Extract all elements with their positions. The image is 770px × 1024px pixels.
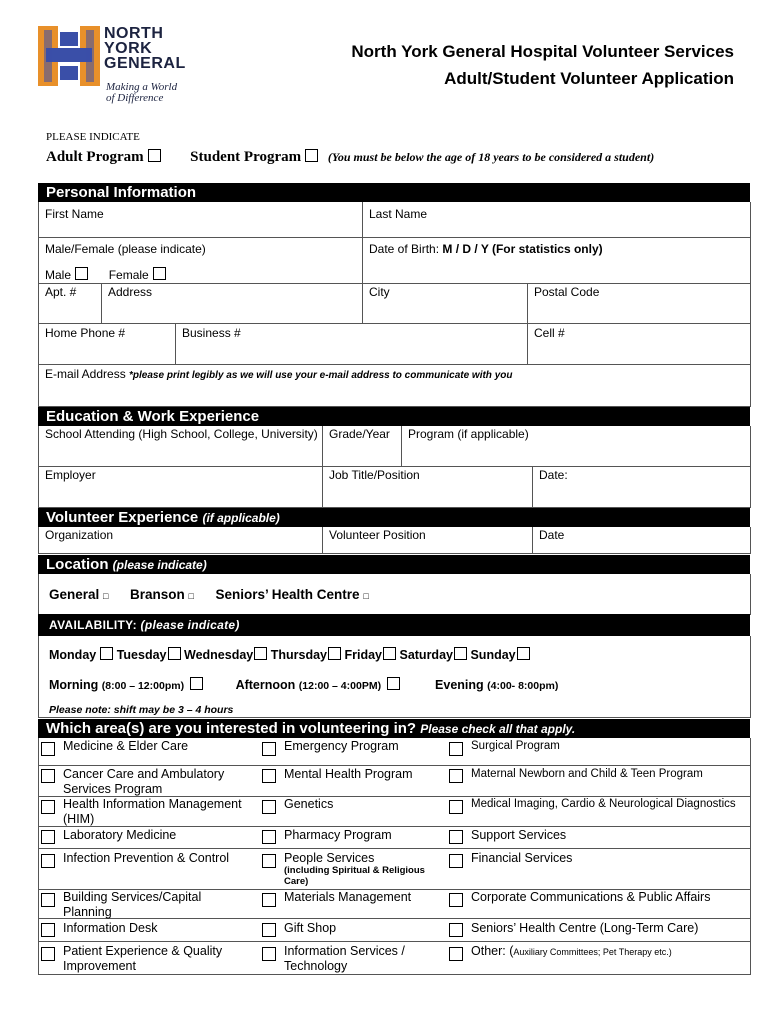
area-checkbox[interactable] <box>41 800 55 814</box>
logo-line-york: YORK <box>104 40 153 57</box>
hospital-logo <box>38 24 188 114</box>
morning-checkbox[interactable] <box>190 677 203 690</box>
gender-options <box>45 267 166 282</box>
areas-heading: Which area(s) are you interested in volunteering in? Please check all that apply. <box>38 719 750 738</box>
area-checkbox[interactable] <box>41 893 55 907</box>
seniors-health-checkbox[interactable]: □ <box>363 591 369 601</box>
monday-checkbox[interactable] <box>100 647 113 660</box>
school-field[interactable]: School Attending (High School, College, University) <box>45 427 318 441</box>
job-title-field[interactable]: Job Title/Position <box>329 468 420 482</box>
personal-info-heading: Personal Information <box>38 183 750 202</box>
form-title <box>351 38 734 92</box>
area-surgical: Surgical Program <box>471 740 560 752</box>
female-label: Female <box>108 268 149 282</box>
gender-label: Male/Female (please indicate) <box>45 242 206 256</box>
area-checkbox[interactable] <box>262 742 276 756</box>
day-monday: Monday <box>49 648 97 662</box>
home-phone-field[interactable]: Home Phone # <box>45 326 126 340</box>
availability-heading: AVAILABILITY: (please indicate) <box>38 614 750 636</box>
afternoon-time: (12:00 – 4:00PM) <box>298 680 382 692</box>
area-infection-prevention: Infection Prevention & Control <box>63 851 230 865</box>
program-field[interactable]: Program (if applicable) <box>408 427 529 441</box>
male-checkbox[interactable] <box>75 267 88 280</box>
area-him: Health Information Management (HIM) <box>63 797 242 826</box>
city-field[interactable]: City <box>369 285 390 299</box>
day-saturday: Saturday <box>399 648 453 662</box>
student-program-label: Student Program <box>190 149 302 165</box>
logo-h-icon <box>38 26 100 86</box>
area-checkbox[interactable] <box>449 800 463 814</box>
title-line-2: Adult/Student Volunteer Application <box>444 69 734 88</box>
area-checkbox[interactable] <box>449 947 463 961</box>
area-materials: Materials Management <box>284 890 412 904</box>
volunteer-date-field[interactable]: Date <box>539 528 565 542</box>
sunday-checkbox[interactable] <box>517 647 530 660</box>
area-checkbox[interactable] <box>41 923 55 937</box>
student-program-checkbox[interactable] <box>305 149 318 162</box>
morning-time: (8:00 – 12:00pm) <box>101 680 185 692</box>
dob-field[interactable]: Date of Birth: M / D / Y (For statistics only) <box>369 242 603 256</box>
volunteer-position-field[interactable]: Volunteer Position <box>329 528 426 542</box>
area-gift-shop: Gift Shop <box>284 921 337 935</box>
area-other: Other: (Auxiliary Committees; Pet Therapy etc.) <box>471 944 672 958</box>
location-options <box>49 587 369 602</box>
day-friday: Friday <box>344 648 382 662</box>
area-checkbox[interactable] <box>449 854 463 868</box>
area-mental-health: Mental Health Program <box>284 767 413 781</box>
email-field[interactable]: E-mail Address *please print legibly as we will use your e-mail address to communicate with you <box>45 367 513 381</box>
general-label: General <box>49 587 100 602</box>
area-pharmacy: Pharmacy Program <box>284 828 392 842</box>
business-phone-field[interactable]: Business # <box>182 326 241 340</box>
area-laboratory: Laboratory Medicine <box>63 828 177 842</box>
logo-line-north: NORTH <box>104 25 164 42</box>
apt-field[interactable]: Apt. # <box>45 285 77 299</box>
area-checkbox[interactable] <box>41 854 55 868</box>
area-checkbox[interactable] <box>262 854 276 868</box>
logo-tagline-1: Making a World <box>106 81 178 93</box>
area-checkbox[interactable] <box>449 923 463 937</box>
female-checkbox[interactable] <box>153 267 166 280</box>
branson-label: Branson <box>130 587 185 602</box>
area-info-services: Information Services / Technology <box>284 944 405 973</box>
area-medical-imaging: Medical Imaging, Cardio & Neurological Diagnostics <box>471 798 736 810</box>
area-checkbox[interactable] <box>449 893 463 907</box>
area-checkbox[interactable] <box>262 769 276 783</box>
day-sunday: Sunday <box>470 648 516 662</box>
day-tuesday: Tuesday <box>116 648 167 662</box>
day-wednesday: Wednesday <box>184 648 254 662</box>
student-age-note: (You must be below the age of 18 years to be considered a student) <box>327 150 655 164</box>
cell-phone-field[interactable]: Cell # <box>534 326 565 340</box>
area-checkbox[interactable] <box>262 800 276 814</box>
shift-note: Please note: shift may be 3 – 4 hours <box>49 704 234 716</box>
branson-checkbox[interactable]: □ <box>188 591 194 601</box>
first-name-field[interactable]: First Name <box>45 207 104 221</box>
location-heading: Location (please indicate) <box>38 555 750 574</box>
area-building-services: Building Services/Capital Planning <box>63 890 202 919</box>
area-medicine-elder-care: Medicine & Elder Care <box>63 739 189 753</box>
area-information-desk: Information Desk <box>63 921 158 935</box>
grade-field[interactable]: Grade/Year <box>329 427 390 441</box>
area-checkbox[interactable] <box>262 893 276 907</box>
adult-program-checkbox[interactable] <box>148 149 161 162</box>
please-indicate-label: PLEASE INDICATE <box>46 131 140 143</box>
seniors-health-label: Seniors’ Health Centre <box>215 587 360 602</box>
area-people-services: People Services <box>284 851 375 865</box>
area-checkbox[interactable] <box>41 830 55 844</box>
volunteer-heading: Volunteer Experience (if applicable) <box>38 508 750 527</box>
organization-field[interactable]: Organization <box>45 528 114 542</box>
area-checkbox[interactable] <box>262 830 276 844</box>
area-financial: Financial Services <box>471 851 573 865</box>
area-support-services: Support Services <box>471 828 567 842</box>
area-emergency: Emergency Program <box>284 739 399 753</box>
area-checkbox[interactable] <box>262 947 276 961</box>
area-cancer-care: Cancer Care and Ambulatory Services Program <box>63 767 225 796</box>
postal-code-field[interactable]: Postal Code <box>534 285 600 299</box>
morning-label: Morning <box>49 678 99 692</box>
thursday-checkbox[interactable] <box>328 647 341 660</box>
area-checkbox[interactable] <box>449 742 463 756</box>
area-people-services-note: (including Spiritual & Religious Care) <box>284 865 425 887</box>
day-thursday: Thursday <box>270 648 327 662</box>
education-heading: Education & Work Experience <box>38 407 750 426</box>
wednesday-checkbox[interactable] <box>254 647 267 660</box>
area-checkbox[interactable] <box>449 769 463 783</box>
area-checkbox[interactable] <box>41 769 55 783</box>
afternoon-label: Afternoon <box>235 678 296 692</box>
shifts-row <box>49 677 558 692</box>
logo-tagline-2: of Difference <box>106 92 164 104</box>
program-row <box>46 149 654 166</box>
area-patient-experience: Patient Experience & Quality Improvement <box>63 944 223 973</box>
title-line-1: North York General Hospital Volunteer Services <box>351 42 734 61</box>
afternoon-checkbox[interactable] <box>387 677 400 690</box>
logo-line-general: GENERAL <box>104 55 186 72</box>
employment-date-field[interactable]: Date: <box>539 468 568 482</box>
saturday-checkbox[interactable] <box>454 647 467 660</box>
evening-label: Evening <box>435 678 484 692</box>
male-label: Male <box>45 268 72 282</box>
area-seniors-ltc: Seniors’ Health Centre (Long-Term Care) <box>471 921 699 935</box>
friday-checkbox[interactable] <box>383 647 396 660</box>
employer-field[interactable]: Employer <box>45 468 96 482</box>
area-checkbox[interactable] <box>41 947 55 961</box>
area-checkbox[interactable] <box>449 830 463 844</box>
area-checkbox[interactable] <box>262 923 276 937</box>
address-field[interactable]: Address <box>108 285 153 299</box>
general-checkbox[interactable]: □ <box>103 591 109 601</box>
area-maternal-newborn: Maternal Newborn and Child & Teen Program <box>471 768 703 780</box>
tuesday-checkbox[interactable] <box>168 647 181 660</box>
days-row <box>49 647 530 662</box>
adult-program-label: Adult Program <box>46 149 144 165</box>
last-name-field[interactable]: Last Name <box>369 207 428 221</box>
evening-time: (4:00- 8:00pm) <box>487 680 559 692</box>
area-corporate-comms: Corporate Communications & Public Affairs <box>471 890 711 904</box>
area-genetics: Genetics <box>284 797 334 811</box>
area-checkbox[interactable] <box>41 742 55 756</box>
